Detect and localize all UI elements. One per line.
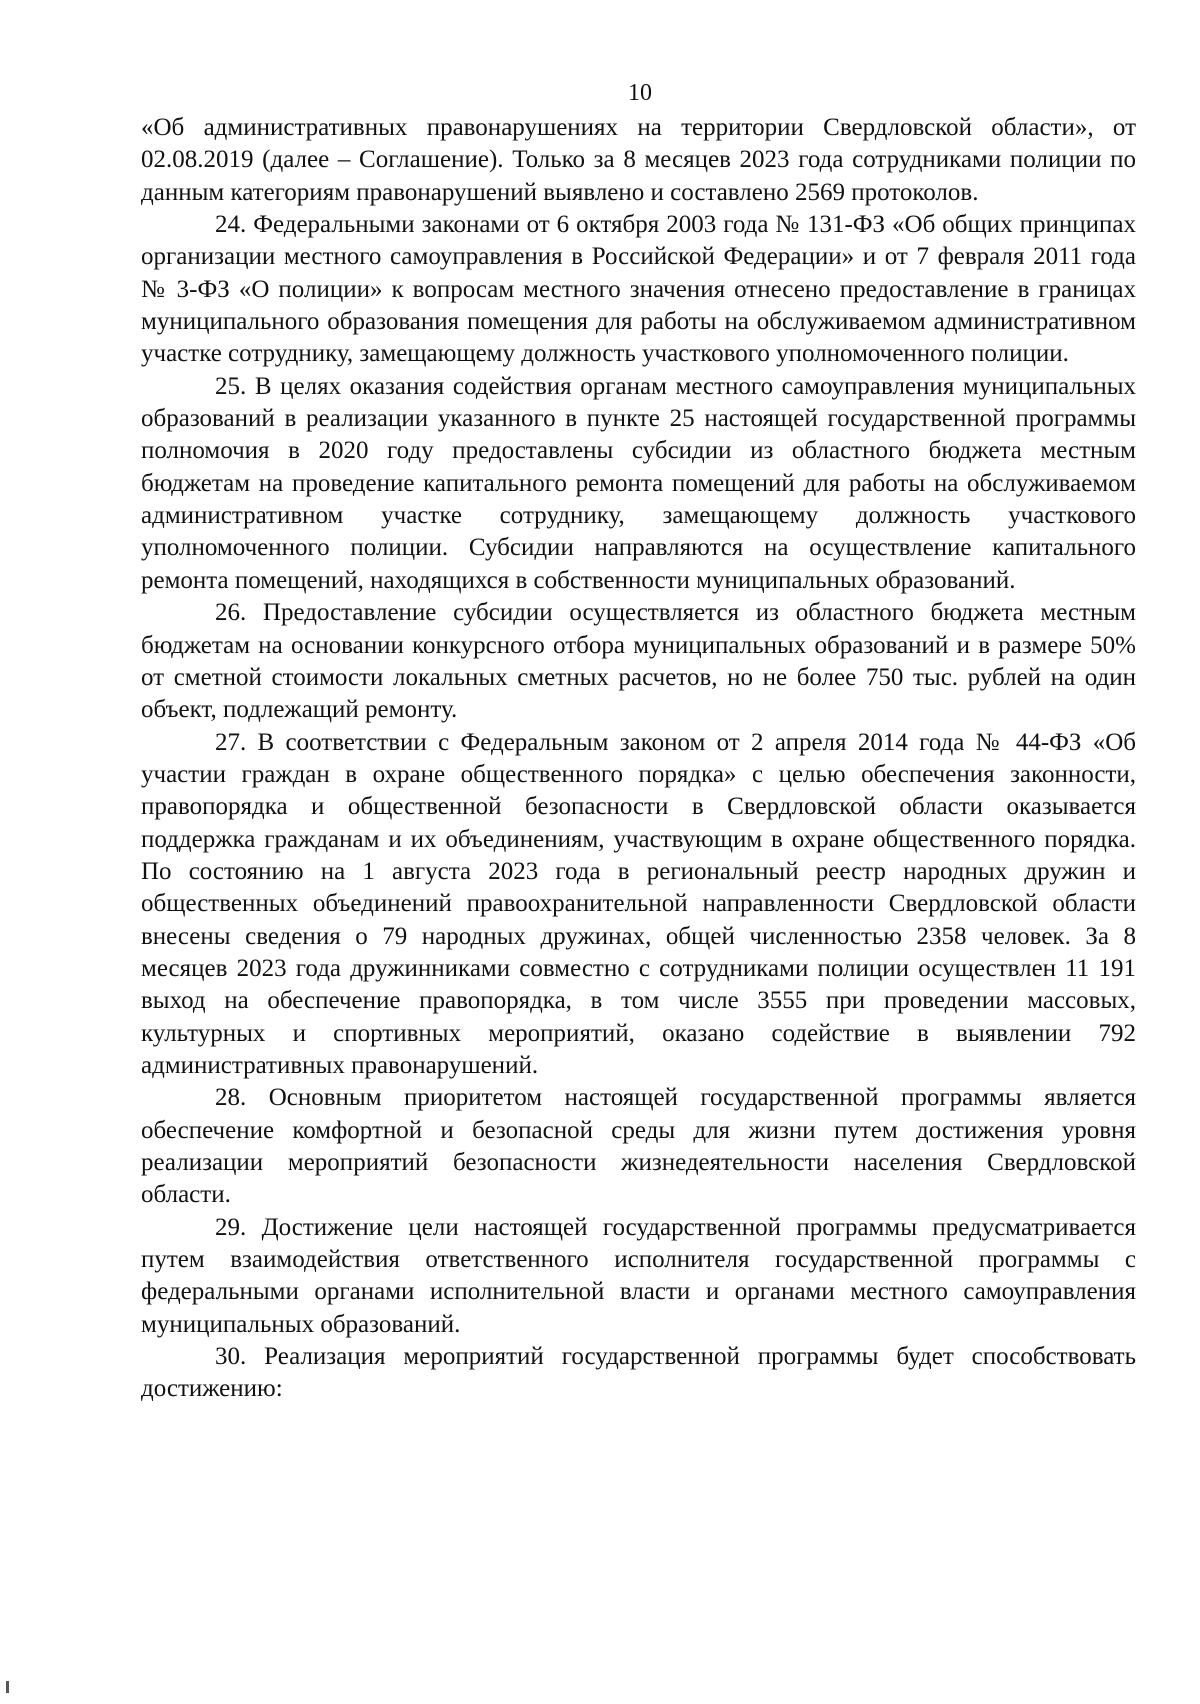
paragraph-30: 30. Реализация мероприятий государственной программы будет способствовать достижению:: [141, 1343, 1136, 1403]
document-body: [141, 112, 1136, 1406]
paragraph-25: 25. В целях оказания содействия органам местного самоуправления муниципальных образований в реализации указанного в пункте 25 настоящей государственной программы полномочия в 2020 году предоставлены субсидии из областного бюджета местным бюджетам на проведение капитального ремонта помещений для работы на обслуживаемом административном участке сотруднику, замещающему должность участкового уполномоченного полиции. Субсидии направляются на осуществление капитального ремонта помещений, находящихся в собственности муниципальных образований.: [141, 372, 1136, 594]
paragraph-24: 24. Федеральными законами от 6 октября 2003 года № 131-ФЗ «Об общих принципах организации местного самоуправления в Российской Федерации» и от 7 февраля 2011 года № 3-ФЗ «О полиции» к вопросам местного значения отнесено предоставление в границах муниципального образования помещения для работы на обслуживаемом административном участке сотруднику, замещающему должность участкового уполномоченного полиции.: [141, 211, 1136, 368]
paragraph-26: 26. Предоставление субсидии осуществляется из областного бюджета местным бюджетам на основании конкурсного отбора муниципальных образований и в размере 50% от сметной стоимости локальных сметных расчетов, но не более 750 тыс. рублей на один объект, подлежащий ремонту.: [141, 599, 1136, 724]
scan-edge-mark: [6, 1681, 9, 1693]
paragraph-28: 28. Основным приоритетом настоящей государственной программы является обеспечение комфортной и безопасной среды для жизни путем достижения уровня реализации мероприятий безопасности жизнедеятельности населения Свердловской области.: [141, 1084, 1136, 1209]
paragraph-27: 27. В соответствии с Федеральным законом от 2 апреля 2014 года № 44-ФЗ «Об участии граждан в охране общественного порядка» с целью обеспечения законности, правопорядка и общественной безопасности в Свердловской области оказывается поддержка гражданам и их объединениям, участвующим в охране общественного порядка. По состоянию на 1 августа 2023 года в региональный реестр народных дружин и общественных объединений правоохранительной направленности Свердловской области внесены сведения о 79 народных дружинах, общей численностью 2358 человек. За 8 месяцев 2023 года дружинниками совместно с сотрудниками полиции осуществлен 11 191 выход на обеспечение правопорядка, в том числе 3555 при проведении массовых, культурных и спортивных мероприятий, оказано содействие в выявлении 792 административных правонарушений.: [141, 728, 1136, 1079]
paragraph-29: 29. Достижение цели настоящей государственной программы предусматривается путем взаимодействия ответственного исполнителя государственной программы с федеральными органами исполнительной власти и органами местного самоуправления муниципальных образований.: [141, 1213, 1136, 1338]
paragraph-continuation: «Об административных правонарушениях на территории Свердловской области», от 02.08.2019 (далее – Соглашение). Только за 8 месяцев 2023 года сотрудниками полиции по данным категориям правонарушений выявлено и составлено 2569 протоколов.: [141, 114, 1136, 206]
page-number: 10: [628, 80, 652, 106]
